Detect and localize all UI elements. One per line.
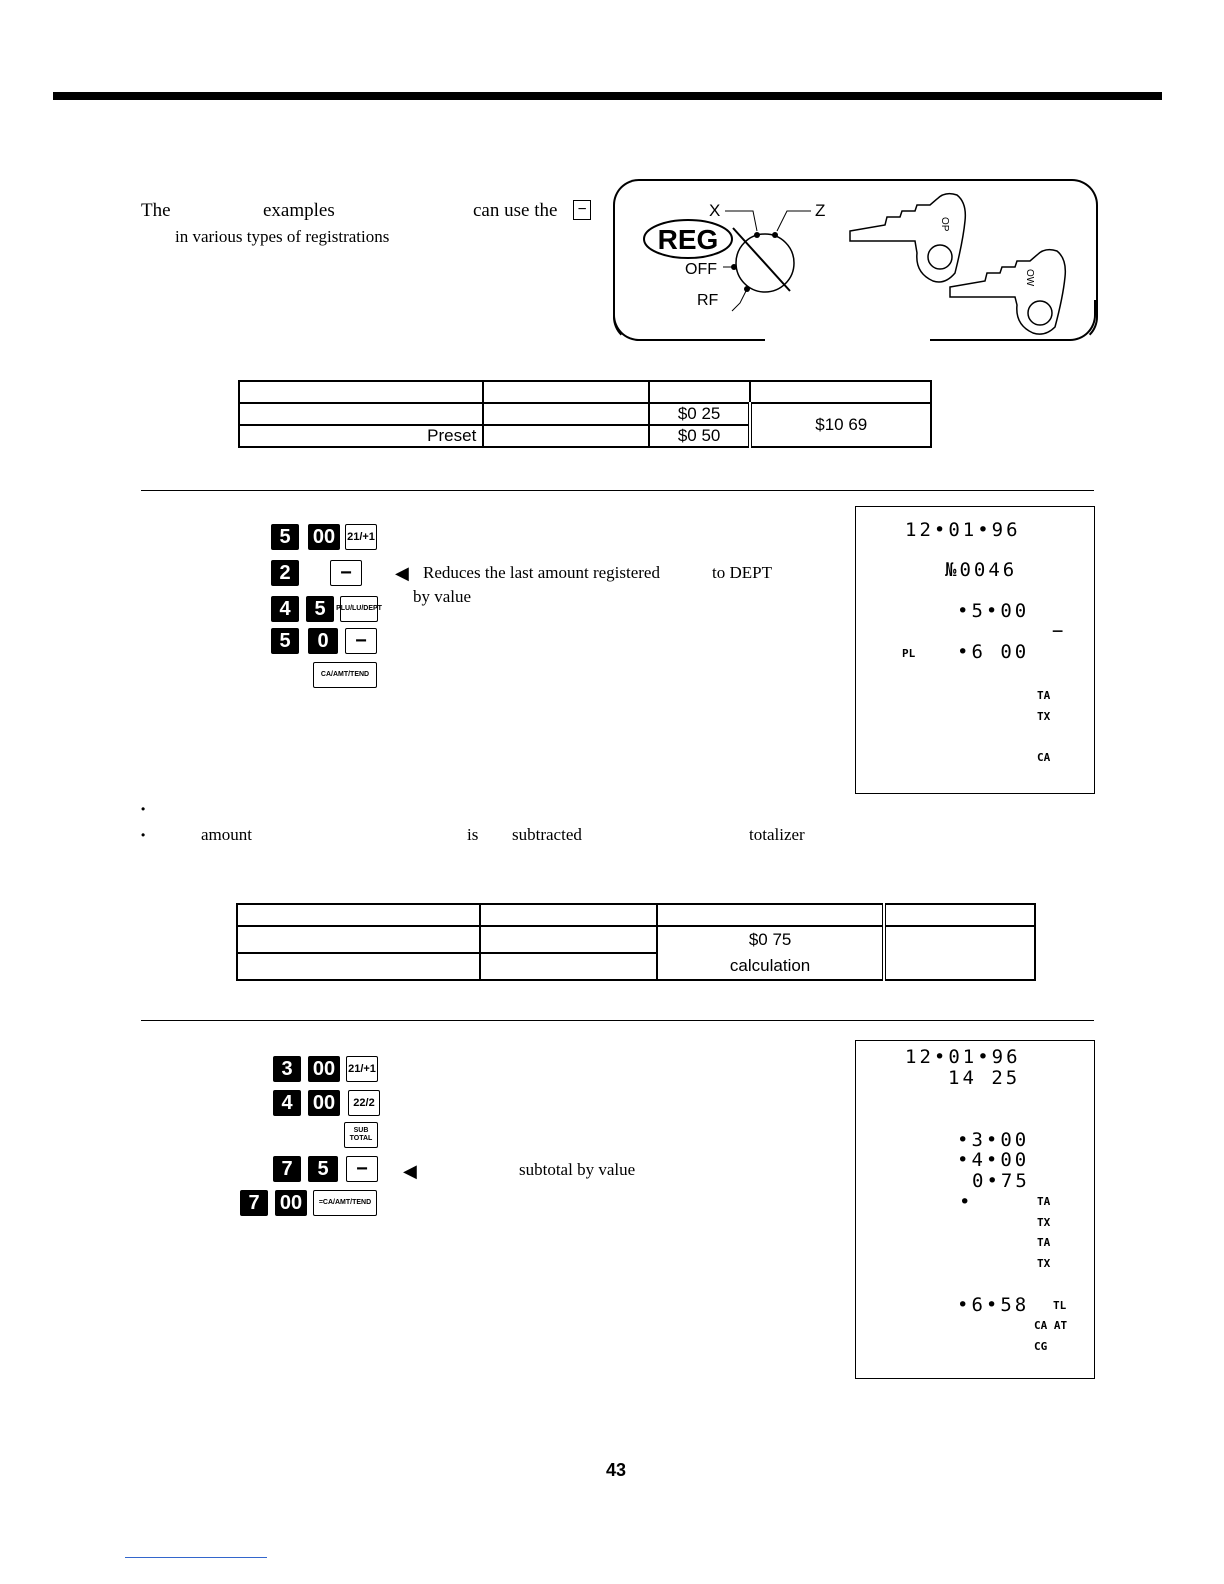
table-cell (884, 926, 1035, 980)
table-cell-merged (657, 926, 885, 980)
receipt-2 (855, 1040, 1095, 1379)
section-divider (141, 490, 1094, 491)
receipt-minus: − (1052, 620, 1067, 642)
table-row (237, 926, 1035, 953)
table-cell (237, 904, 480, 926)
table-cell (237, 953, 480, 980)
key-plu: PLU/LU/DEPT (340, 596, 378, 622)
table-2 (236, 903, 1036, 981)
receipt-dot: • (959, 1191, 974, 1213)
table-cell (480, 904, 657, 926)
mode-z-label: Z (815, 201, 826, 220)
receipt-number: №0046 (945, 559, 1018, 581)
receipt-sym-ta: TA (1037, 689, 1051, 702)
receipt-date: 12•01•96 (905, 519, 1021, 541)
table-cell: $0 50 (649, 425, 751, 447)
bullet-2-is: is (467, 825, 479, 844)
table-cell (483, 381, 648, 403)
key-dept-22: 22/2 (348, 1090, 380, 1116)
table-1 (238, 380, 932, 448)
svg-text:OW: OW (1024, 269, 1035, 287)
table-cell (884, 904, 1035, 926)
bullet-dot: • (141, 828, 146, 842)
table-cell (657, 904, 885, 926)
receipt-sym-tl: TL (1053, 1299, 1067, 1312)
bullet-2-totalizer: totalizer (749, 825, 805, 844)
section-divider (141, 1020, 1094, 1021)
bullet-2-amount: amount (201, 825, 252, 844)
key-ca-amt-tend: =CA/AMT/TEND (313, 1190, 377, 1216)
reg-label: REG (657, 224, 719, 255)
intro-word-the: The (141, 200, 171, 221)
key-subtotal: SUB TOTAL (344, 1122, 378, 1148)
key-00: 00 (308, 524, 340, 550)
receipt-line-1: •3•00 (957, 1129, 1030, 1151)
receipt-sym-ca: CA (1037, 751, 1051, 764)
note-by-value: by value (413, 587, 472, 606)
note-reduces: Reduces the last amount registered (423, 563, 660, 582)
key-dept-21: 21/+1 (346, 1056, 378, 1082)
receipt-sym-tx: TX (1037, 1257, 1051, 1270)
receipt-sym-ta: TA (1037, 1195, 1051, 1208)
top-rule (53, 92, 1162, 100)
intro-text (141, 200, 611, 250)
mode-off-label: OFF (685, 261, 717, 278)
table-row (239, 381, 931, 403)
key-4: 4 (271, 596, 299, 622)
key-0: 0 (308, 628, 338, 654)
receipt-line-2: •4•00 (957, 1149, 1030, 1171)
arrow-left-icon: ◀ (403, 1161, 417, 1181)
key-dept-21: 21/+1 (345, 524, 377, 550)
receipt-amount-1: •5•00 (957, 600, 1030, 622)
intro-line-2: in various types of registrations (175, 227, 390, 246)
receipt-sym-ta: TA (1037, 1236, 1051, 1249)
key-00: 00 (308, 1056, 340, 1082)
op-key-icon (850, 194, 965, 282)
note-to-dept: to DEPT (712, 563, 772, 582)
table-cell (483, 403, 648, 425)
receipt-1 (855, 506, 1095, 794)
receipt-sym-ca-at: CA AT (1034, 1319, 1068, 1332)
svg-text:OP: OP (939, 217, 950, 232)
table-cell (750, 381, 931, 403)
key-minus: − (345, 628, 377, 654)
receipt-line-3: 0•75 (972, 1170, 1030, 1192)
key-5: 5 (271, 524, 299, 550)
bullet-2-subtracted: subtracted (512, 825, 582, 844)
table-cell: $0 25 (649, 403, 751, 425)
key-ca-amt-tend: CA/AMT/TEND (313, 662, 377, 688)
table-cell (239, 403, 483, 425)
page-number: 43 (606, 1460, 627, 1480)
key-minus: − (330, 560, 362, 586)
receipt-sym-cg: CG (1034, 1340, 1048, 1353)
mode-x-label: X (709, 201, 721, 220)
key-00: 00 (308, 1090, 340, 1116)
receipt-date: 12•01•96 (905, 1046, 1021, 1068)
receipt-amount-2: •6 00 (957, 641, 1030, 663)
table-cell-value: $0 75 (748, 930, 792, 949)
intro-word-examples: examples (263, 200, 335, 221)
table-cell (237, 926, 480, 953)
table-cell (480, 926, 657, 953)
table-row (239, 403, 931, 425)
key-7: 7 (240, 1190, 268, 1216)
minus-key-icon: − (573, 200, 591, 220)
bullet-dot: • (141, 802, 146, 816)
key-4: 4 (273, 1090, 301, 1116)
key-00: 00 (275, 1190, 307, 1216)
footer-link-underline (125, 1557, 267, 1558)
receipt-total: •6•58 (957, 1294, 1030, 1316)
key-2: 2 (271, 560, 299, 586)
mode-rf-label: RF (697, 292, 719, 309)
key-5: 5 (306, 596, 334, 622)
receipt-plu-label: PL (902, 647, 916, 660)
table-cell: Preset (239, 425, 483, 447)
arrow-left-icon: ◀ (395, 563, 409, 583)
note-subtotal: subtotal by value (519, 1160, 636, 1179)
key-minus: − (346, 1156, 378, 1182)
key-5: 5 (271, 628, 299, 654)
receipt-sym-tx: TX (1037, 710, 1051, 723)
receipt-time: 14 25 (948, 1067, 1021, 1089)
receipt-sym-tx: TX (1037, 1216, 1051, 1229)
mode-switch-illustration (615, 181, 1094, 338)
table-cell (239, 381, 483, 403)
table-cell-total: $10 69 (750, 403, 931, 447)
table-cell-note: calculation (729, 956, 811, 975)
key-5: 5 (308, 1156, 338, 1182)
table-cell (483, 425, 648, 447)
key-3: 3 (273, 1056, 301, 1082)
ow-key-icon (950, 250, 1065, 334)
table-row (237, 904, 1035, 926)
intro-word-can-use: can use the (473, 200, 558, 221)
table-cell (649, 381, 751, 403)
key-7: 7 (273, 1156, 301, 1182)
table-cell (480, 953, 657, 980)
